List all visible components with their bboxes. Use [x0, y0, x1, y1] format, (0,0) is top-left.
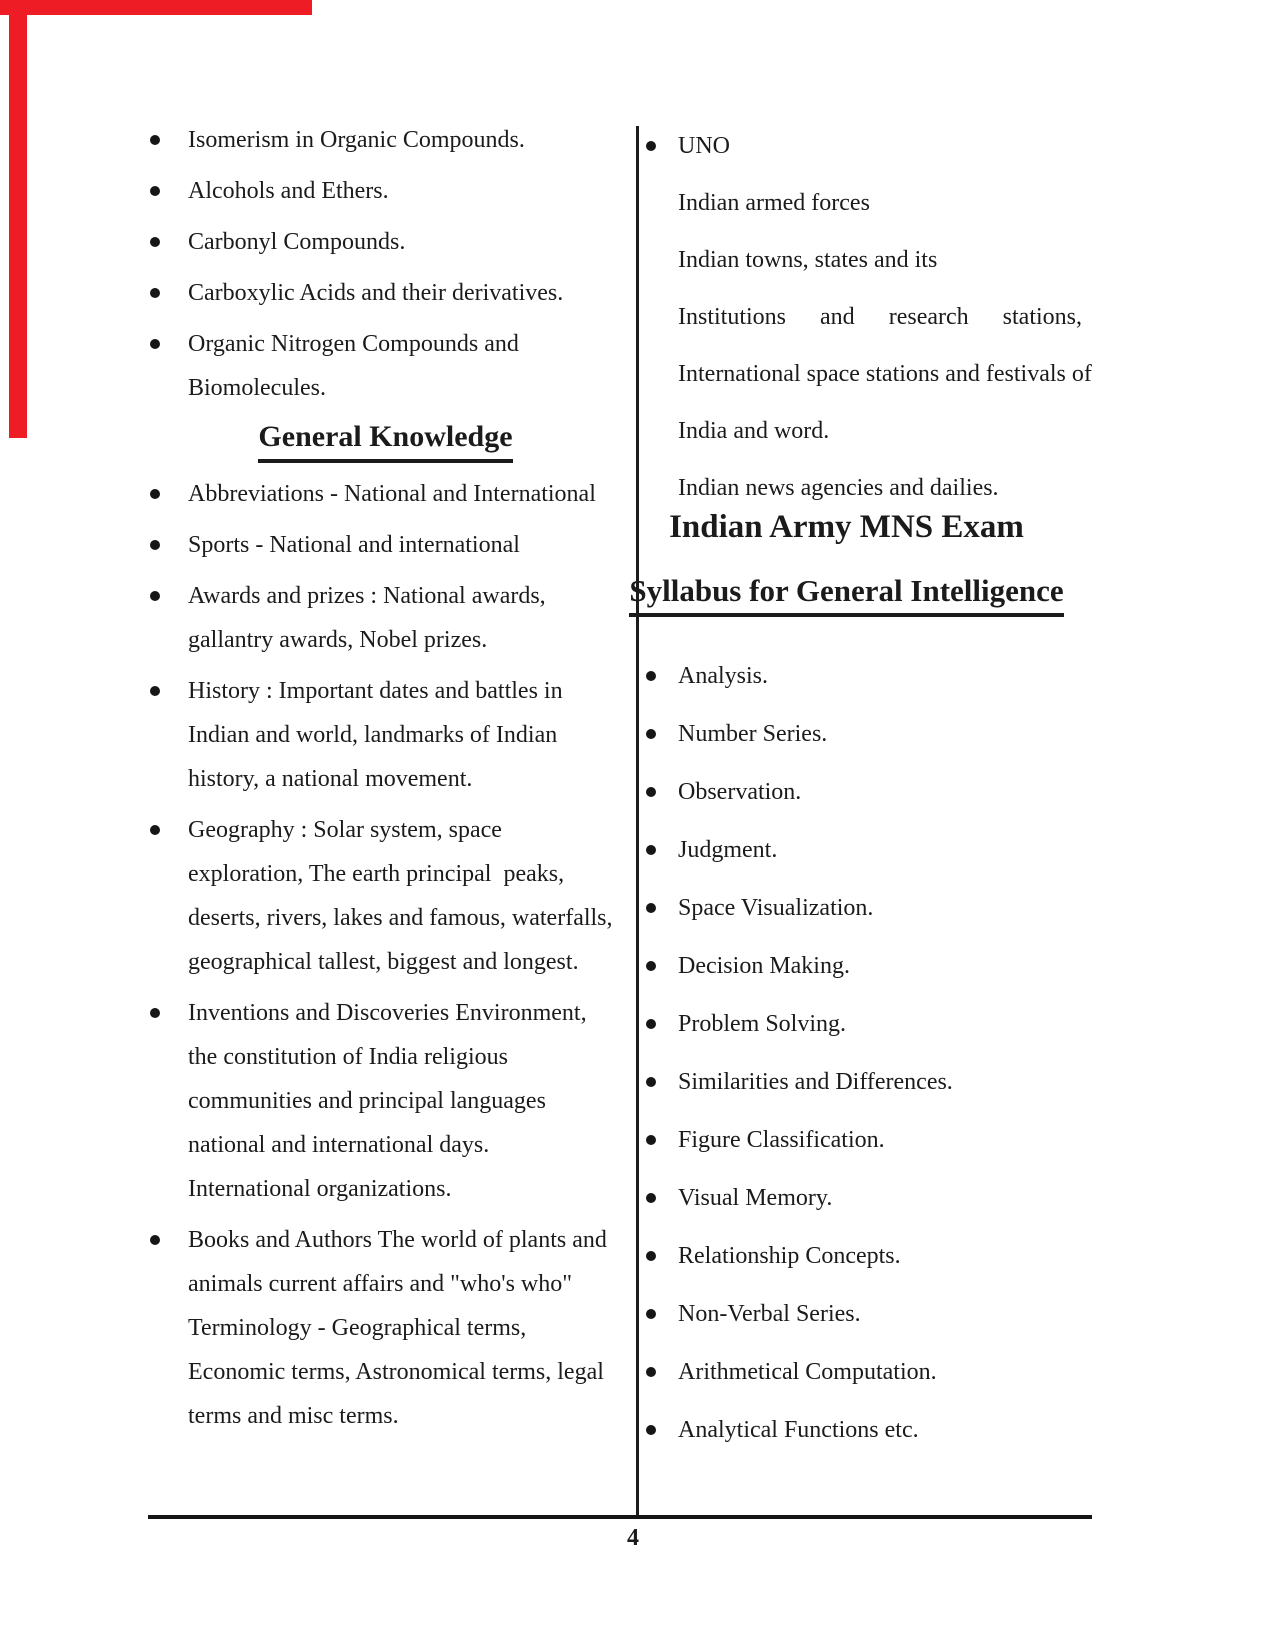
bullet-icon [150, 186, 160, 196]
list-item-text: Similarities and Differences. [678, 1069, 953, 1095]
list-item-text: Carboxylic Acids and their derivatives. [188, 280, 564, 306]
bullet-icon [150, 686, 160, 696]
list-item [645, 661, 1082, 691]
list-item-text: national and international days. [188, 1132, 490, 1158]
list-item [149, 991, 622, 1211]
paragraph-line: International space stations and festivals of [678, 361, 1092, 387]
list-item-text: Analysis. [678, 663, 768, 689]
general-knowledge-topics-list [149, 472, 622, 1438]
list-item-text: Indian and world, landmarks of Indian [188, 722, 558, 748]
list-item-text: Observation. [678, 779, 802, 805]
bullet-icon [646, 903, 656, 913]
bullet-icon [646, 141, 656, 151]
list-item [645, 835, 1082, 865]
list-item-text: Carbonyl Compounds. [188, 229, 406, 255]
bullet-icon [646, 845, 656, 855]
red-scan-mark-top [0, 0, 312, 15]
bullet-icon [646, 1309, 656, 1319]
bullet-icon [150, 237, 160, 247]
list-item-text: Analytical Functions etc. [678, 1417, 919, 1443]
bullet-icon [150, 591, 160, 601]
list-item [149, 271, 622, 315]
list-item-text: Decision Making. [678, 953, 850, 979]
heading-underlined-text: Syllabus for General Intelligence [629, 571, 1063, 617]
list-item-text: the constitution of India religious [188, 1044, 508, 1070]
general-intelligence-topics-list [645, 661, 1082, 1445]
list-item-text: Problem Solving. [678, 1011, 847, 1037]
list-item [149, 523, 622, 567]
list-item-text: Organic Nitrogen Compounds and [188, 331, 519, 357]
list-item-text: Geography : Solar system, space [188, 817, 502, 843]
bullet-icon [646, 1019, 656, 1029]
column-divider-line [636, 126, 639, 1518]
list-item [149, 169, 622, 213]
list-item-text: UNO [678, 133, 730, 159]
list-item-text: Awards and prizes : National awards, [188, 583, 546, 609]
bullet-icon [646, 1367, 656, 1377]
right-column [629, 118, 1092, 1473]
list-item [149, 472, 622, 516]
bullet-icon [150, 825, 160, 835]
list-item [645, 719, 1082, 749]
list-item-text: Isomerism in Organic Compounds. [188, 127, 525, 153]
list-item-text: Biomolecules. [188, 375, 326, 401]
list-item-text: geographical tallest, biggest and longest. [188, 949, 579, 975]
bullet-icon [646, 671, 656, 681]
list-item [149, 808, 622, 984]
bullet-icon [646, 787, 656, 797]
list-item-text: gallantry awards, Nobel prizes. [188, 627, 488, 653]
list-item-text: communities and principal languages [188, 1088, 546, 1114]
list-item-text: Alcohols and Ethers. [188, 178, 389, 204]
list-item [149, 574, 622, 662]
list-item [645, 1067, 1082, 1097]
list-item-text: Judgment. [678, 837, 778, 863]
list-item [645, 1299, 1082, 1329]
list-item [645, 1183, 1082, 1213]
list-item-text: Books and Authors The world of plants and [188, 1227, 607, 1253]
list-item-text: Space Visualization. [678, 895, 874, 921]
paragraph-line: Indian towns, states and its [678, 247, 938, 273]
bullet-icon [150, 288, 160, 298]
list-item-text: deserts, rivers, lakes and famous, waterfalls, [188, 905, 613, 931]
list-item-text: history, a national movement. [188, 766, 473, 792]
list-item-text: Terminology - Geographical terms, [188, 1315, 527, 1341]
list-item-text: Relationship Concepts. [678, 1243, 901, 1269]
list-item-text: International organizations. [188, 1176, 452, 1202]
list-item [645, 777, 1082, 807]
list-item-text: Visual Memory. [678, 1185, 833, 1211]
red-scan-mark-left [9, 0, 27, 438]
bullet-icon [150, 135, 160, 145]
list-item [149, 118, 622, 162]
list-item [149, 1218, 622, 1438]
bullet-icon [646, 1077, 656, 1087]
list-item [149, 220, 622, 264]
bullet-icon [646, 1135, 656, 1145]
list-item-text: Sports - National and international [188, 532, 520, 558]
bullet-icon [150, 339, 160, 349]
bullet-icon [646, 1425, 656, 1435]
list-item-text: terms and misc terms. [188, 1403, 399, 1429]
indian-army-mns-exam-heading: Indian Army MNS Exam [669, 509, 1024, 545]
general-knowledge-heading [149, 417, 622, 457]
bullet-icon [646, 961, 656, 971]
list-item [645, 893, 1082, 923]
paragraph-line: Indian armed forces [678, 190, 870, 216]
list-item-text: Abbreviations - National and International [188, 481, 596, 507]
bullet-icon [150, 540, 160, 550]
footer-rule [148, 1515, 1092, 1519]
list-item-text: Figure Classification. [678, 1127, 885, 1153]
bullet-icon [646, 1193, 656, 1203]
list-item-text: animals current affairs and "who's who" [188, 1271, 573, 1297]
list-item [645, 1357, 1082, 1387]
bullet-icon [646, 1251, 656, 1261]
list-item [645, 1125, 1082, 1155]
list-item-text: Inventions and Discoveries Environment, [188, 1000, 587, 1026]
bullet-icon [150, 1235, 160, 1245]
list-item [645, 951, 1082, 981]
bullet-icon [150, 489, 160, 499]
general-knowledge-continued-block [645, 118, 1092, 517]
chemistry-topics-list [149, 118, 622, 410]
list-item-text: Economic terms, Astronomical terms, legal [188, 1359, 604, 1385]
left-column [149, 118, 622, 1445]
list-item-text: Arithmetical Computation. [678, 1359, 937, 1385]
bullet-icon [150, 1008, 160, 1018]
list-item-text: Non-Verbal Series. [678, 1301, 861, 1327]
heading-underlined-text: General Knowledge [258, 417, 512, 463]
syllabus-general-intelligence-heading [628, 571, 1065, 615]
bullet-icon [646, 729, 656, 739]
paragraph-line: India and word. [678, 418, 830, 444]
page-number: 4 [627, 1525, 639, 1551]
paragraph-line: Institutions and research stations, [678, 304, 1082, 330]
list-item-text: exploration, The earth principal peaks, [188, 861, 565, 887]
list-item [645, 1415, 1082, 1445]
list-item-text: Number Series. [678, 721, 828, 747]
list-item [645, 1241, 1082, 1271]
list-item-text: History : Important dates and battles in [188, 678, 563, 704]
list-item [645, 118, 1082, 175]
paragraph-line: Indian news agencies and dailies. [678, 475, 999, 501]
list-item [645, 1009, 1082, 1039]
list-item [149, 669, 622, 801]
list-item [149, 322, 622, 410]
